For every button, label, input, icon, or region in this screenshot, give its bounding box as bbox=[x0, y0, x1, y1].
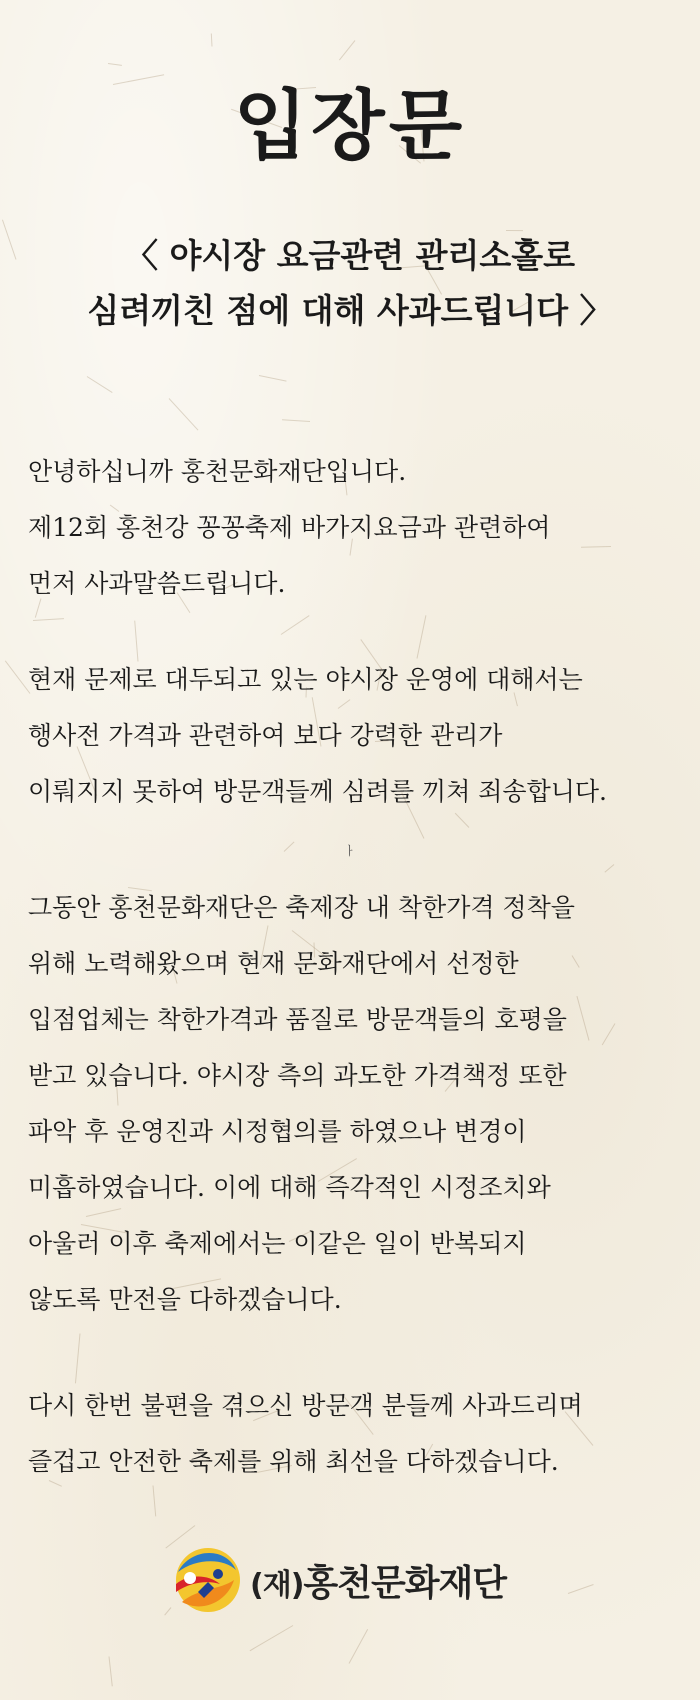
text-line: 미흡하였습니다. 이에 대해 즉각적인 시정조치와 bbox=[28, 1173, 551, 1202]
paragraph-greeting bbox=[28, 444, 678, 612]
text-line: 즐겁고 안전한 축제를 위해 최선을 다하겠습니다. bbox=[28, 1447, 559, 1476]
logo-name: 홍천문화재단 bbox=[303, 1562, 507, 1604]
logo-wordmark bbox=[250, 1555, 506, 1606]
text-line: 입점업체는 착한가격과 품질로 방문객들의 호평을 bbox=[28, 1005, 567, 1034]
subtitle bbox=[0, 228, 700, 338]
text-line: 위해 노력해왔으며 현재 문화재단에서 선정한 bbox=[28, 949, 519, 978]
page-title: 입장문 bbox=[233, 81, 467, 170]
text-line: 먼저 사과말씀드립니다. bbox=[28, 569, 286, 598]
text-line: 안녕하십니까 홍천문화재단입니다. bbox=[28, 457, 407, 486]
text-line: 아울러 이후 축제에서는 이같은 일이 반복되지 bbox=[28, 1229, 527, 1258]
paragraph-closing bbox=[28, 1378, 678, 1490]
text-line: 그동안 홍천문화재단은 축제장 내 착한가격 정착을 bbox=[28, 893, 575, 922]
subtitle-line-1: 〈 야시장 요금관련 관리소홀로 bbox=[124, 236, 575, 275]
stray-mark: ㅏ bbox=[344, 844, 356, 858]
paper-fiber bbox=[210, 34, 212, 47]
hongcheon-foundation-logo-icon bbox=[168, 1544, 240, 1616]
text-line: 행사전 가격과 관련하여 보다 강력한 관리가 bbox=[28, 721, 503, 750]
text-line: 제12회 홍천강 꽁꽁축제 바가지요금과 관련하여 bbox=[28, 513, 551, 542]
text-line: 현재 문제로 대두되고 있는 야시장 운영에 대해서는 bbox=[28, 665, 583, 694]
logo-prefix: (재) bbox=[250, 1567, 304, 1603]
foundation-logo bbox=[168, 1540, 506, 1620]
text-line: 않도록 만전을 다하겠습니다. bbox=[28, 1285, 342, 1314]
subtitle-line-2: 심려끼친 점에 대해 사과드립니다 〉 bbox=[87, 291, 613, 330]
text-line: 받고 있습니다. 야시장 측의 과도한 가격책정 또한 bbox=[28, 1061, 567, 1090]
text-line: 파악 후 운영진과 시정협의를 하였으나 변경이 bbox=[28, 1117, 527, 1146]
text-line: 이뤄지지 못하여 방문객들께 심려를 끼쳐 죄송합니다. bbox=[28, 777, 607, 806]
paragraph-measures bbox=[28, 880, 678, 1328]
paragraph-issue bbox=[28, 652, 678, 820]
text-line: 다시 한번 불편을 겪으신 방문객 분들께 사과드리며 bbox=[28, 1391, 583, 1420]
